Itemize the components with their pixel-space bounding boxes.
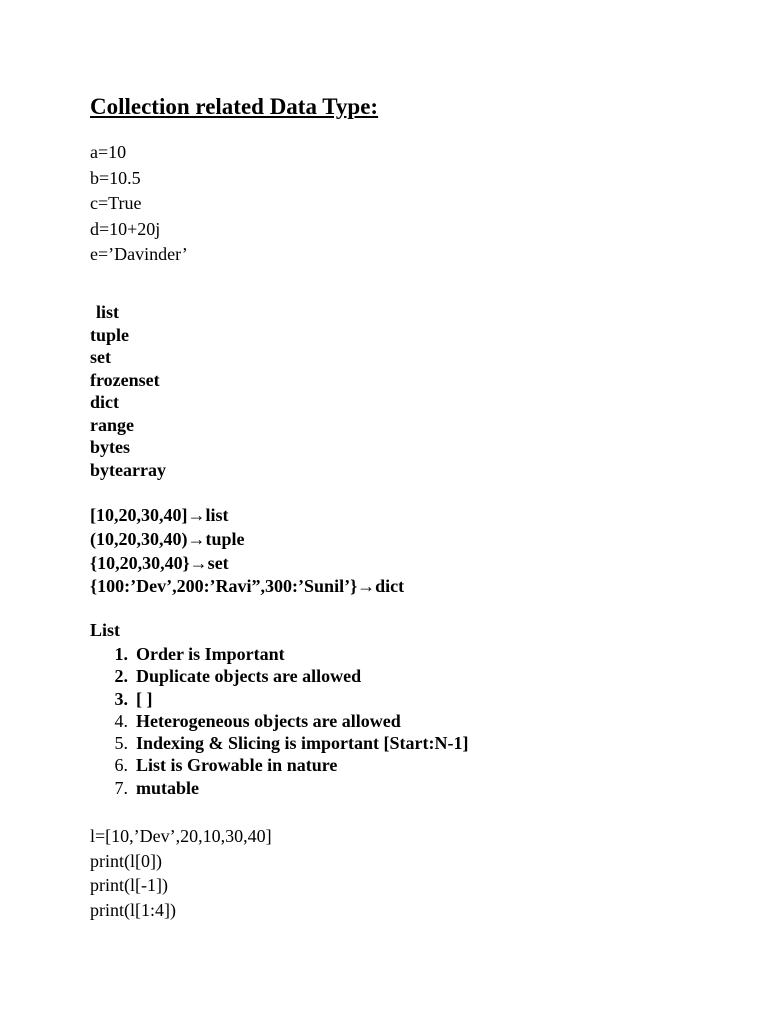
- example-line: (10,20,30,40)→tuple: [90, 528, 245, 549]
- type-item: tuple: [90, 324, 130, 345]
- code-line: print(l[1:4]): [90, 899, 176, 920]
- collection-type-list: [90, 301, 166, 481]
- item-number: 5.: [114, 733, 128, 754]
- type-item: set: [90, 347, 111, 367]
- type-item: bytes: [90, 437, 130, 457]
- variable-line: d=10+20j: [90, 218, 161, 239]
- item-number: 4.: [114, 710, 128, 731]
- item-number: 6.: [114, 755, 128, 776]
- variable-line: e=’Davinder’: [90, 244, 188, 265]
- item-number: 1.: [114, 644, 128, 664]
- code-line: print(l[0]): [90, 850, 162, 871]
- variable-line: b=10.5: [90, 167, 141, 188]
- variable-line: a=10: [90, 142, 127, 162]
- item-text: Heterogeneous objects are allowed: [136, 710, 401, 731]
- example-line: {10,20,30,40}→set: [90, 552, 229, 573]
- example-line: [10,20,30,40]→list: [90, 505, 229, 525]
- item-text: [ ]: [136, 688, 153, 709]
- variable-examples: [90, 140, 188, 268]
- code-line: l=[10,’Dev’,20,10,30,40]: [90, 826, 272, 846]
- item-number: 3.: [114, 688, 128, 709]
- item-text: Duplicate objects are allowed: [136, 666, 362, 687]
- item-number: 7.: [114, 777, 128, 798]
- literal-examples: [90, 504, 404, 599]
- type-item: list: [96, 302, 120, 322]
- page-title: Collection related Data Type:: [90, 94, 379, 119]
- item-number: 2.: [114, 666, 128, 687]
- item-text: Order is Important: [136, 644, 285, 664]
- code-line: print(l[-1]): [90, 875, 168, 896]
- list-section-title: List: [90, 620, 121, 640]
- type-item: frozenset: [90, 369, 160, 390]
- item-text: List is Growable in nature: [136, 755, 338, 776]
- code-example: [90, 824, 272, 922]
- type-item: range: [90, 414, 134, 435]
- type-item: bytearray: [90, 459, 166, 480]
- item-text: Indexing & Slicing is important [Start:N-1]: [136, 733, 469, 754]
- example-line: {100:’Dev’,200:’Ravi”,300:’Sunil’}→dict: [90, 576, 405, 597]
- variable-line: c=True: [90, 193, 142, 214]
- item-text: mutable: [136, 777, 199, 798]
- type-item: dict: [90, 392, 119, 412]
